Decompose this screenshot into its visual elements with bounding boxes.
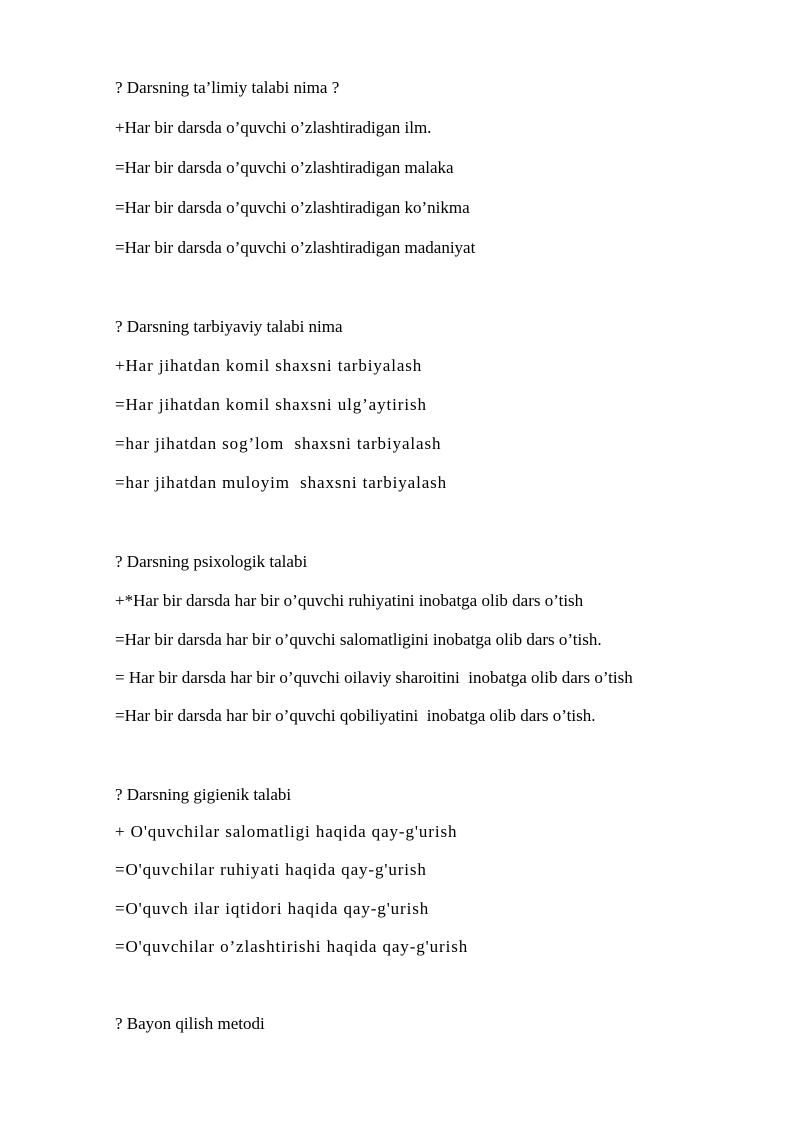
question-3-answer-3: = Har bir darsda har bir o’quvchi oilaviy sharoitini inobatga olib dars o’tish bbox=[115, 668, 633, 687]
question-1-answer-2: =Har bir darsda o’quvchi o’zlashtiradigan malaka bbox=[115, 158, 454, 177]
question-3: ? Darsning psixologik talabi bbox=[115, 552, 308, 571]
question-1-answer-4: =Har bir darsda o’quvchi o’zlashtiradigan madaniyat bbox=[115, 238, 476, 257]
question-4-answer-2: =O'quvchilar ruhiyati haqida qay-g'urish bbox=[115, 860, 427, 879]
question-2-answer-1: +Har jihatdan komil shaxsni tarbiyalash bbox=[115, 356, 423, 375]
question-4: ? Darsning gigienik talabi bbox=[115, 785, 292, 804]
question-2: ? Darsning tarbiyaviy talabi nima bbox=[115, 317, 343, 336]
question-2-answer-4: =har jihatdan muloyim shaxsni tarbiyalash bbox=[115, 473, 448, 492]
question-3-answer-2: =Har bir darsda har bir o’quvchi salomatligini inobatga olib dars o’tish. bbox=[115, 630, 602, 649]
question-3-answer-1: +*Har bir darsda har bir o’quvchi ruhiyatini inobatga olib dars o’tish bbox=[115, 591, 584, 610]
question-4-answer-1: + O'quvchilar salomatligi haqida qay-g'urish bbox=[115, 822, 458, 841]
question-1-answer-3: =Har bir darsda o’quvchi o’zlashtiradigan ko’nikma bbox=[115, 198, 470, 217]
question-1-answer-1: +Har bir darsda o’quvchi o’zlashtiradigan ilm. bbox=[115, 118, 432, 137]
question-4-answer-4: =O'quvchilar o’zlashtirishi haqida qay-g'urish bbox=[115, 937, 469, 956]
question-2-answer-3: =har jihatdan sog’lom shaxsni tarbiyalash bbox=[115, 434, 442, 453]
question-5: ? Bayon qilish metodi bbox=[115, 1014, 265, 1033]
question-1: ? Darsning ta’limiy talabi nima ? bbox=[115, 78, 340, 97]
question-4-answer-3: =O'quvch ilar iqtidori haqida qay-g'urish bbox=[115, 899, 430, 918]
question-2-answer-2: =Har jihatdan komil shaxsni ulg’aytirish bbox=[115, 395, 427, 414]
question-3-answer-4: =Har bir darsda har bir o’quvchi qobiliyatini inobatga olib dars o’tish. bbox=[115, 706, 596, 725]
